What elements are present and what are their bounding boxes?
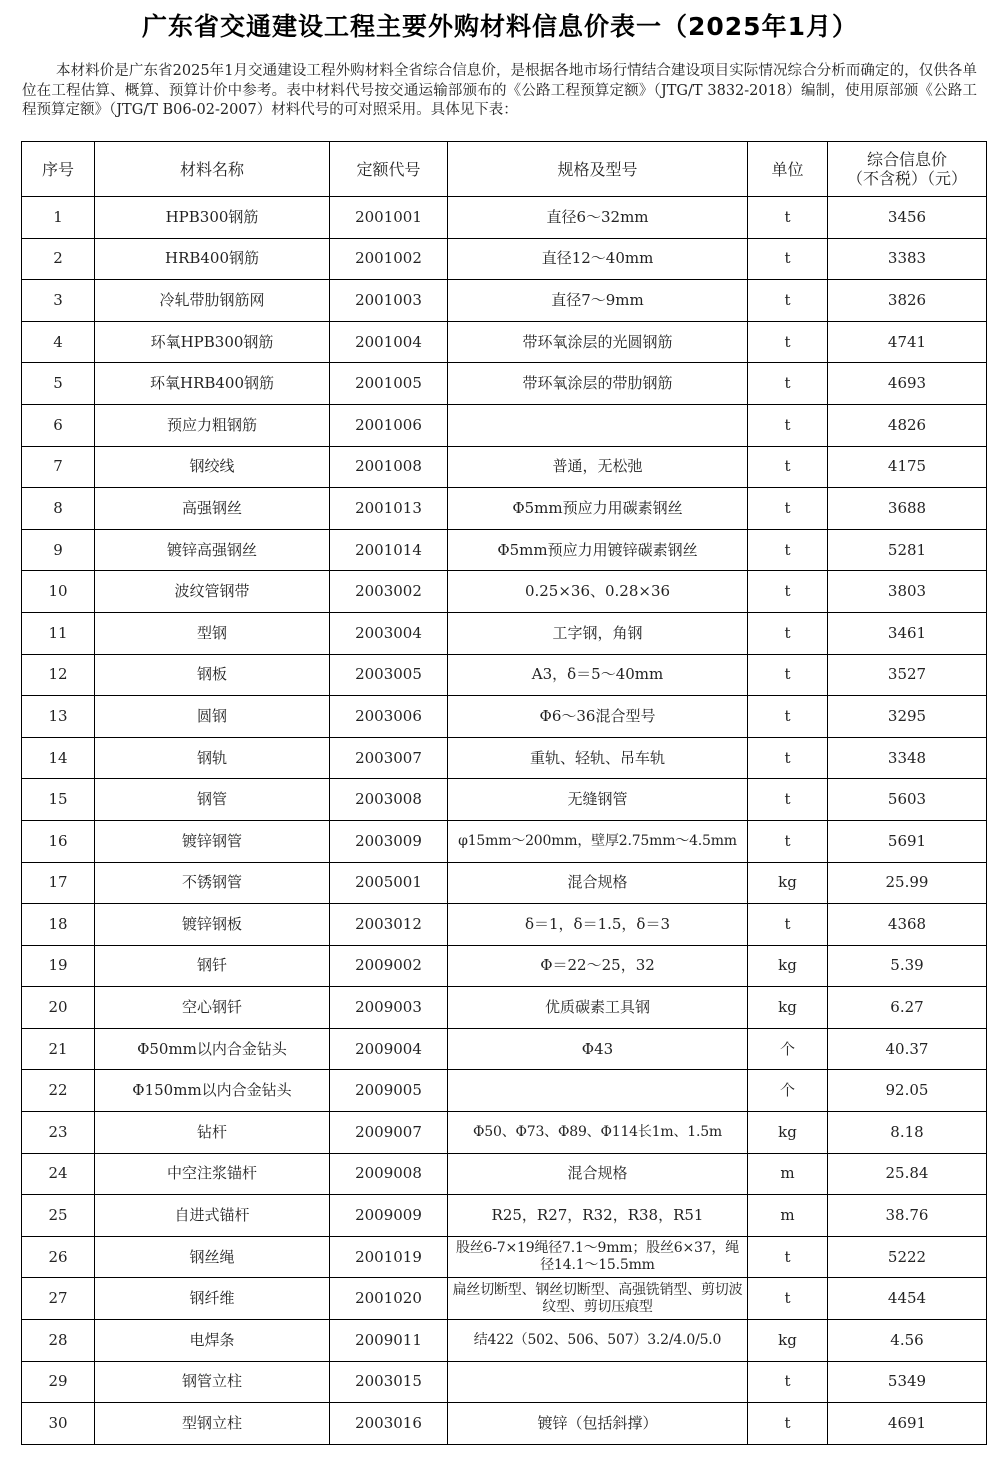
cell-index: 28 bbox=[22, 1320, 95, 1362]
cell-index: 17 bbox=[22, 862, 95, 904]
cell-material-name: 波纹管钢带 bbox=[95, 571, 330, 613]
cell-quota-code: 2001013 bbox=[330, 488, 448, 530]
cell-price: 5281 bbox=[828, 529, 987, 571]
cell-price: 40.37 bbox=[828, 1028, 987, 1070]
cell-material-name: 空心钢钎 bbox=[95, 987, 330, 1029]
cell-spec: 直径12～40mm bbox=[448, 238, 748, 280]
cell-spec: 优质碳素工具钢 bbox=[448, 987, 748, 1029]
header-price-line1: 综合信息价 bbox=[866, 150, 947, 169]
cell-spec: 0.25×36、0.28×36 bbox=[448, 571, 748, 613]
cell-spec: Φ5mm预应力用镀锌碳素钢丝 bbox=[448, 529, 748, 571]
cell-quota-code: 2009009 bbox=[330, 1195, 448, 1237]
cell-index: 18 bbox=[22, 904, 95, 946]
header-spec: 规格及型号 bbox=[448, 142, 748, 197]
cell-unit: 个 bbox=[748, 1028, 828, 1070]
cell-material-name: 镀锌钢板 bbox=[95, 904, 330, 946]
cell-index: 12 bbox=[22, 654, 95, 696]
cell-price: 92.05 bbox=[828, 1070, 987, 1112]
cell-spec: Φ＝22～25，32 bbox=[448, 945, 748, 987]
cell-price: 4368 bbox=[828, 904, 987, 946]
cell-quota-code: 2001001 bbox=[330, 197, 448, 239]
table-row bbox=[22, 945, 987, 987]
cell-spec: 股丝6-7×19绳径7.1～9mm；股丝6×37，绳径14.1～15.5mm bbox=[448, 1236, 748, 1278]
cell-index: 11 bbox=[22, 612, 95, 654]
cell-material-name: HPB300钢筋 bbox=[95, 197, 330, 239]
cell-material-name: 钢管立柱 bbox=[95, 1361, 330, 1403]
table-row bbox=[22, 779, 987, 821]
cell-index: 16 bbox=[22, 820, 95, 862]
table-row bbox=[22, 1236, 987, 1278]
cell-spec: 无缝钢管 bbox=[448, 779, 748, 821]
cell-quota-code: 2001003 bbox=[330, 280, 448, 322]
cell-price: 8.18 bbox=[828, 1112, 987, 1154]
cell-quota-code: 2003007 bbox=[330, 737, 448, 779]
cell-price: 5.39 bbox=[828, 945, 987, 987]
cell-unit: t bbox=[748, 238, 828, 280]
cell-unit: t bbox=[748, 654, 828, 696]
header-code: 定额代号 bbox=[330, 142, 448, 197]
cell-spec: 直径6～32mm bbox=[448, 197, 748, 239]
table-row bbox=[22, 862, 987, 904]
intro-paragraph: 本材料价是广东省2025年1月交通建设工程外购材料全省综合信息价，是根据各地市场行情结合建设项目实际情况综合分析而确定的，仅供各单位在工程估算、概算、预算计价中参考。表中材料代号按交通运输部颁布的《公路工程预算定额》（JTG/T 3832-2018）编制，使用原部颁《公路工程预算定额》（JTG/T B06-02-2007）材料代号的可对照采用。具体见下表： bbox=[22, 63, 977, 118]
cell-material-name: 钢轨 bbox=[95, 737, 330, 779]
header-unit: 单位 bbox=[748, 142, 828, 197]
cell-index: 22 bbox=[22, 1070, 95, 1112]
cell-material-name: Φ150mm以内合金钻头 bbox=[95, 1070, 330, 1112]
cell-index: 25 bbox=[22, 1195, 95, 1237]
cell-material-name: 环氧HRB400钢筋 bbox=[95, 363, 330, 405]
cell-spec: Φ50、Φ73、Φ89、Φ114长1m、1.5m bbox=[448, 1112, 748, 1154]
cell-unit: t bbox=[748, 404, 828, 446]
cell-index: 27 bbox=[22, 1278, 95, 1320]
cell-spec: 带环氧涂层的带肋钢筋 bbox=[448, 363, 748, 405]
page-title: 广东省交通建设工程主要外购材料信息价表一（2025年1月） bbox=[142, 12, 858, 41]
cell-material-name: 镀锌钢管 bbox=[95, 820, 330, 862]
cell-spec: δ＝1，δ＝1.5，δ＝3 bbox=[448, 904, 748, 946]
cell-index: 1 bbox=[22, 197, 95, 239]
table-row bbox=[22, 654, 987, 696]
cell-quota-code: 2009004 bbox=[330, 1028, 448, 1070]
cell-price: 3383 bbox=[828, 238, 987, 280]
table-row bbox=[22, 321, 987, 363]
cell-spec: 带环氧涂层的光圆钢筋 bbox=[448, 321, 748, 363]
cell-spec: A3，δ＝5～40mm bbox=[448, 654, 748, 696]
cell-index: 14 bbox=[22, 737, 95, 779]
cell-material-name: 钢板 bbox=[95, 654, 330, 696]
cell-material-name: 钢丝绳 bbox=[95, 1236, 330, 1278]
table-row bbox=[22, 1278, 987, 1320]
cell-price: 4826 bbox=[828, 404, 987, 446]
header-index: 序号 bbox=[22, 142, 95, 197]
cell-unit: t bbox=[748, 321, 828, 363]
cell-spec: R25，R27，R32，R38，R51 bbox=[448, 1195, 748, 1237]
table-row bbox=[22, 488, 987, 530]
cell-price: 3826 bbox=[828, 280, 987, 322]
cell-unit: t bbox=[748, 612, 828, 654]
cell-price: 38.76 bbox=[828, 1195, 987, 1237]
cell-price: 6.27 bbox=[828, 987, 987, 1029]
cell-price: 4454 bbox=[828, 1278, 987, 1320]
cell-unit: t bbox=[748, 820, 828, 862]
cell-quota-code: 2003012 bbox=[330, 904, 448, 946]
cell-spec: 混合规格 bbox=[448, 862, 748, 904]
cell-price: 4741 bbox=[828, 321, 987, 363]
cell-quota-code: 2003002 bbox=[330, 571, 448, 613]
cell-price: 4693 bbox=[828, 363, 987, 405]
cell-unit: t bbox=[748, 1278, 828, 1320]
table-row bbox=[22, 1403, 987, 1445]
cell-quota-code: 2009008 bbox=[330, 1153, 448, 1195]
cell-spec: φ15mm～200mm，壁厚2.75mm～4.5mm bbox=[448, 820, 748, 862]
cell-spec: Φ6～36混合型号 bbox=[448, 696, 748, 738]
table-row bbox=[22, 696, 987, 738]
cell-unit: m bbox=[748, 1153, 828, 1195]
table-row bbox=[22, 1070, 987, 1112]
cell-spec: 工字钢，角钢 bbox=[448, 612, 748, 654]
table-row bbox=[22, 1320, 987, 1362]
cell-index: 9 bbox=[22, 529, 95, 571]
cell-unit: t bbox=[748, 1236, 828, 1278]
cell-index: 23 bbox=[22, 1112, 95, 1154]
cell-index: 10 bbox=[22, 571, 95, 613]
cell-spec bbox=[448, 1361, 748, 1403]
cell-material-name: 镀锌高强钢丝 bbox=[95, 529, 330, 571]
cell-spec: 镀锌（包括斜撑） bbox=[448, 1403, 748, 1445]
table-row bbox=[22, 1361, 987, 1403]
cell-quota-code: 2001020 bbox=[330, 1278, 448, 1320]
cell-index: 15 bbox=[22, 779, 95, 821]
cell-unit: 个 bbox=[748, 1070, 828, 1112]
table-row bbox=[22, 404, 987, 446]
cell-price: 25.84 bbox=[828, 1153, 987, 1195]
cell-spec: Φ43 bbox=[448, 1028, 748, 1070]
cell-material-name: 钢绞线 bbox=[95, 446, 330, 488]
cell-price: 3295 bbox=[828, 696, 987, 738]
cell-index: 5 bbox=[22, 363, 95, 405]
cell-quota-code: 2009002 bbox=[330, 945, 448, 987]
cell-price: 4691 bbox=[828, 1403, 987, 1445]
cell-unit: kg bbox=[748, 945, 828, 987]
material-price-table bbox=[21, 141, 987, 1445]
table-row bbox=[22, 529, 987, 571]
cell-price: 5691 bbox=[828, 820, 987, 862]
cell-quota-code: 2001005 bbox=[330, 363, 448, 405]
table-row bbox=[22, 363, 987, 405]
cell-quota-code: 2003006 bbox=[330, 696, 448, 738]
cell-index: 4 bbox=[22, 321, 95, 363]
cell-price: 3527 bbox=[828, 654, 987, 696]
cell-unit: t bbox=[748, 904, 828, 946]
header-price bbox=[828, 142, 987, 197]
cell-unit: t bbox=[748, 280, 828, 322]
table-row bbox=[22, 987, 987, 1029]
cell-price: 25.99 bbox=[828, 862, 987, 904]
table-row bbox=[22, 571, 987, 613]
cell-material-name: HRB400钢筋 bbox=[95, 238, 330, 280]
cell-unit: kg bbox=[748, 1112, 828, 1154]
cell-unit: t bbox=[748, 696, 828, 738]
cell-price: 3461 bbox=[828, 612, 987, 654]
cell-unit: t bbox=[748, 779, 828, 821]
cell-material-name: 不锈钢管 bbox=[95, 862, 330, 904]
cell-quota-code: 2001008 bbox=[330, 446, 448, 488]
cell-index: 19 bbox=[22, 945, 95, 987]
cell-material-name: 圆钢 bbox=[95, 696, 330, 738]
table-row bbox=[22, 280, 987, 322]
cell-quota-code: 2003009 bbox=[330, 820, 448, 862]
cell-spec: 混合规格 bbox=[448, 1153, 748, 1195]
cell-spec: 直径7～9mm bbox=[448, 280, 748, 322]
cell-unit: kg bbox=[748, 1320, 828, 1362]
header-price-line2: （不含税）（元） bbox=[846, 169, 967, 188]
cell-quota-code: 2001006 bbox=[330, 404, 448, 446]
cell-unit: kg bbox=[748, 862, 828, 904]
cell-unit: t bbox=[748, 529, 828, 571]
cell-index: 13 bbox=[22, 696, 95, 738]
table-row bbox=[22, 1112, 987, 1154]
cell-unit: m bbox=[748, 1195, 828, 1237]
cell-material-name: 高强钢丝 bbox=[95, 488, 330, 530]
cell-spec: 普通，无松弛 bbox=[448, 446, 748, 488]
cell-unit: t bbox=[748, 737, 828, 779]
cell-index: 8 bbox=[22, 488, 95, 530]
cell-quota-code: 2003005 bbox=[330, 654, 448, 696]
cell-material-name: 电焊条 bbox=[95, 1320, 330, 1362]
cell-index: 6 bbox=[22, 404, 95, 446]
cell-price: 5603 bbox=[828, 779, 987, 821]
cell-unit: t bbox=[748, 197, 828, 239]
cell-spec: 扁丝切断型、钢丝切断型、高强铣销型、剪切波纹型、剪切压痕型 bbox=[448, 1278, 748, 1320]
cell-quota-code: 2009003 bbox=[330, 987, 448, 1029]
cell-index: 30 bbox=[22, 1403, 95, 1445]
cell-spec: 结422（502、506、507）3.2/4.0/5.0 bbox=[448, 1320, 748, 1362]
cell-material-name: Φ50mm以内合金钻头 bbox=[95, 1028, 330, 1070]
cell-material-name: 钢纤维 bbox=[95, 1278, 330, 1320]
cell-price: 4.56 bbox=[828, 1320, 987, 1362]
cell-index: 24 bbox=[22, 1153, 95, 1195]
cell-unit: t bbox=[748, 571, 828, 613]
cell-material-name: 中空注浆锚杆 bbox=[95, 1153, 330, 1195]
cell-quota-code: 2003008 bbox=[330, 779, 448, 821]
cell-price: 5349 bbox=[828, 1361, 987, 1403]
cell-material-name: 型钢 bbox=[95, 612, 330, 654]
cell-price: 3348 bbox=[828, 737, 987, 779]
cell-quota-code: 2003015 bbox=[330, 1361, 448, 1403]
table-row bbox=[22, 197, 987, 239]
table-body bbox=[22, 197, 987, 1445]
cell-spec bbox=[448, 404, 748, 446]
cell-material-name: 钢管 bbox=[95, 779, 330, 821]
cell-quota-code: 2005001 bbox=[330, 862, 448, 904]
cell-unit: t bbox=[748, 446, 828, 488]
cell-index: 29 bbox=[22, 1361, 95, 1403]
cell-quota-code: 2009011 bbox=[330, 1320, 448, 1362]
cell-spec bbox=[448, 1070, 748, 1112]
cell-spec: Φ5mm预应力用碳素钢丝 bbox=[448, 488, 748, 530]
cell-quota-code: 2001002 bbox=[330, 238, 448, 280]
table-row bbox=[22, 1028, 987, 1070]
cell-price: 4175 bbox=[828, 446, 987, 488]
cell-quota-code: 2001004 bbox=[330, 321, 448, 363]
cell-index: 20 bbox=[22, 987, 95, 1029]
cell-quota-code: 2009005 bbox=[330, 1070, 448, 1112]
table-row bbox=[22, 446, 987, 488]
table-row bbox=[22, 820, 987, 862]
cell-material-name: 钢钎 bbox=[95, 945, 330, 987]
cell-quota-code: 2001014 bbox=[330, 529, 448, 571]
cell-material-name: 型钢立柱 bbox=[95, 1403, 330, 1445]
cell-index: 2 bbox=[22, 238, 95, 280]
cell-unit: t bbox=[748, 488, 828, 530]
table-header-row bbox=[22, 142, 987, 197]
cell-spec: 重轨、轻轨、吊车轨 bbox=[448, 737, 748, 779]
table-row bbox=[22, 1195, 987, 1237]
cell-material-name: 自进式锚杆 bbox=[95, 1195, 330, 1237]
cell-quota-code: 2003004 bbox=[330, 612, 448, 654]
cell-quota-code: 2001019 bbox=[330, 1236, 448, 1278]
cell-price: 5222 bbox=[828, 1236, 987, 1278]
cell-material-name: 环氧HPB300钢筋 bbox=[95, 321, 330, 363]
cell-material-name: 预应力粗钢筋 bbox=[95, 404, 330, 446]
cell-price: 3456 bbox=[828, 197, 987, 239]
table-row bbox=[22, 238, 987, 280]
cell-unit: t bbox=[748, 1361, 828, 1403]
cell-index: 3 bbox=[22, 280, 95, 322]
cell-unit: t bbox=[748, 363, 828, 405]
cell-material-name: 冷轧带肋钢筋网 bbox=[95, 280, 330, 322]
table-row bbox=[22, 737, 987, 779]
cell-unit: t bbox=[748, 1403, 828, 1445]
cell-price: 3688 bbox=[828, 488, 987, 530]
cell-price: 3803 bbox=[828, 571, 987, 613]
cell-material-name: 钻杆 bbox=[95, 1112, 330, 1154]
table-row bbox=[22, 1153, 987, 1195]
table-row bbox=[22, 612, 987, 654]
cell-index: 21 bbox=[22, 1028, 95, 1070]
cell-index: 26 bbox=[22, 1236, 95, 1278]
cell-index: 7 bbox=[22, 446, 95, 488]
cell-quota-code: 2009007 bbox=[330, 1112, 448, 1154]
cell-unit: kg bbox=[748, 987, 828, 1029]
cell-quota-code: 2003016 bbox=[330, 1403, 448, 1445]
header-name: 材料名称 bbox=[95, 142, 330, 197]
table-row bbox=[22, 904, 987, 946]
